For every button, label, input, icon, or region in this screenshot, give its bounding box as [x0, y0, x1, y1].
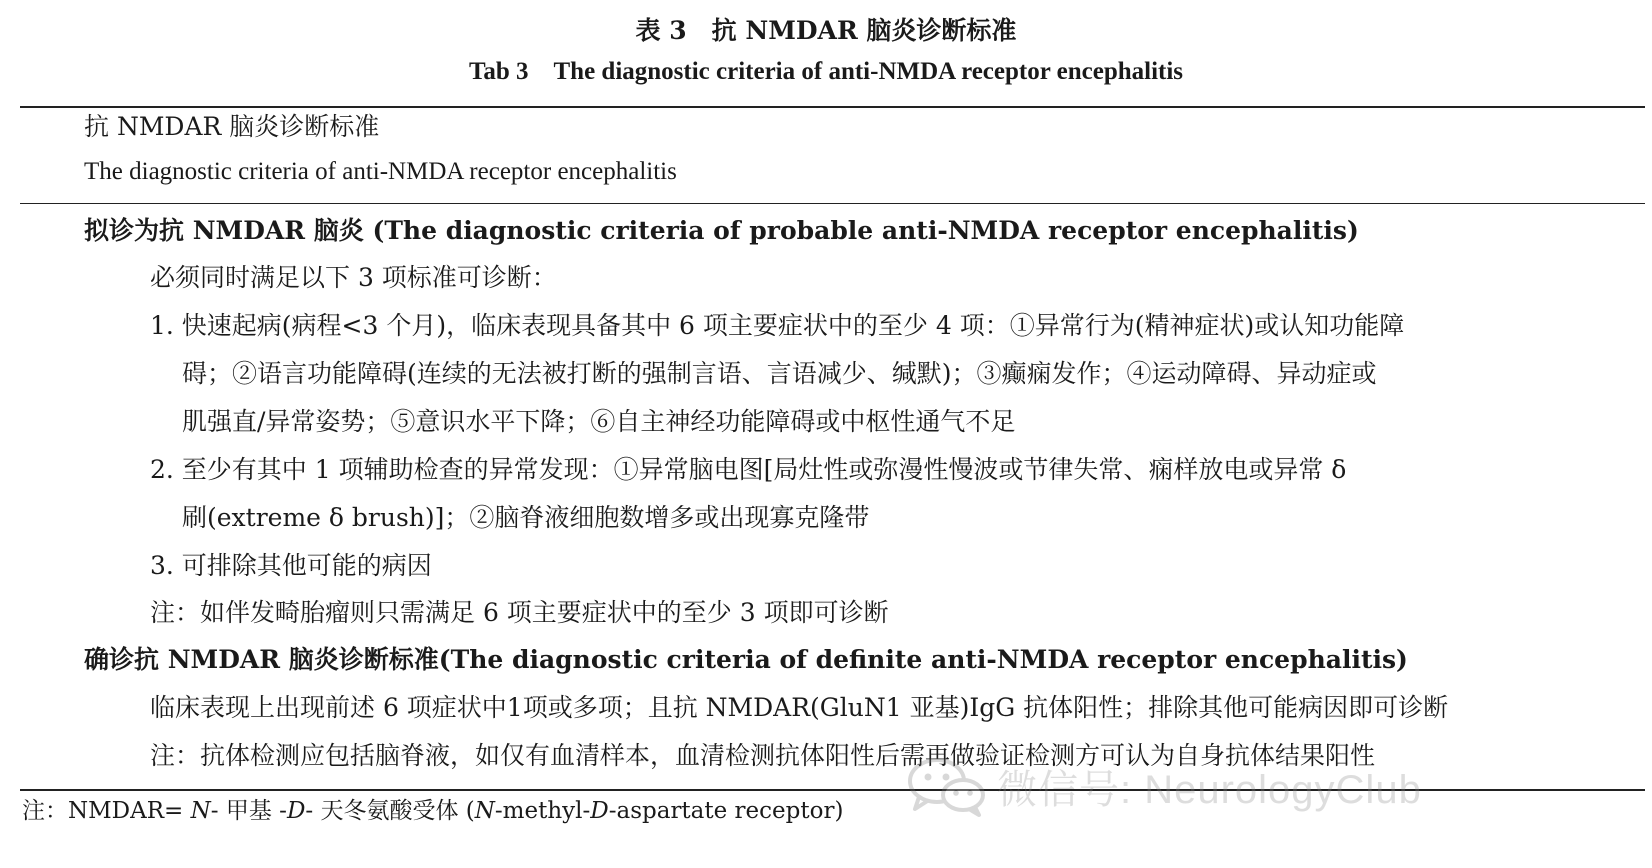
footnote-mid2: - 天冬氨酸受体 ( [305, 798, 475, 824]
watermark [905, 755, 1422, 817]
table-footnote [22, 795, 843, 827]
criterion-1-line-3: 肌强直/异常姿势；⑤意识水平下降；⑥自主神经功能障碍或中枢性通气不足 [182, 407, 1016, 436]
footnote-n1: N [190, 798, 211, 824]
header-en: The diagnostic criteria of anti-NMDA receptor encephalitis [84, 158, 677, 185]
probable-heading: 拟诊为抗 NMDAR 脑炎 (The diagnostic criteria of probable anti-NMDA receptor encephalitis) [84, 216, 1359, 245]
footnote-n2: N [474, 798, 495, 824]
header-cn: 抗 NMDAR 脑炎诊断标准 [84, 112, 380, 141]
criterion-2-line-1: 2. 至少有其中 1 项辅助检查的异常发现：①异常脑电图[局灶性或弥漫性慢波或节律失常、痫样放电或异常 δ [150, 455, 1347, 484]
probable-intro: 必须同时满足以下 3 项标准可诊断： [150, 263, 557, 292]
criterion-1-line-1: 1. 快速起病(病程<3 个月)，临床表现具备其中 6 项主要症状中的至少 4 项：①异常行为(精神症状)或认知功能障 [150, 311, 1405, 340]
criterion-1-line-2: 碍；②语言功能障碍(连续的无法被打断的强制言语、言语减少、缄默)；③癫痫发作；④运动障碍、异动症或 [182, 359, 1377, 388]
footnote-d1: D [286, 798, 306, 824]
criterion-2-line-2: 刷(extreme δ brush)]；②脑脊液细胞数增多或出现寡克隆带 [182, 503, 870, 532]
criterion-3-line-1: 3. 可排除其他可能的病因 [150, 551, 432, 580]
probable-note: 注：如伴发畸胎瘤则只需满足 6 项主要症状中的至少 3 项即可诊断 [150, 598, 889, 627]
definite-text: 临床表现上出现前述 6 项症状中1项或多项；且抗 NMDAR(GluN1 亚基)IgG 抗体阳性；排除其他可能病因即可诊断 [150, 693, 1449, 722]
table-title-cn: 表 3 抗 NMDAR 脑炎诊断标准 [635, 16, 1017, 45]
definite-note: 注：抗体检测应包括脑脊液，如仅有血清样本，血清检测抗体阳性后需再做验证检测方可认为自身抗体结果阳性 [150, 741, 1376, 770]
footnote-suffix: -aspartate receptor) [608, 798, 844, 824]
table-header-rule [20, 203, 1645, 204]
footnote-d2: D [590, 798, 609, 824]
definite-heading: 确诊抗 NMDAR 脑炎诊断标准(The diagnostic criteria of definite anti-NMDA receptor encephalitis) [84, 645, 1408, 674]
wechat-logo-icon [905, 755, 989, 817]
watermark-text: 微信号: NeurologyClub [997, 767, 1422, 812]
footnote-prefix: 注：NMDAR= [22, 798, 191, 824]
table-top-rule [20, 106, 1645, 108]
footnote-mid1: - 甲基 - [210, 798, 287, 824]
table-title-en: Tab 3 The diagnostic criteria of anti-NMDA receptor encephalitis [468, 58, 1184, 85]
footnote-mid3: -methyl- [494, 798, 591, 824]
